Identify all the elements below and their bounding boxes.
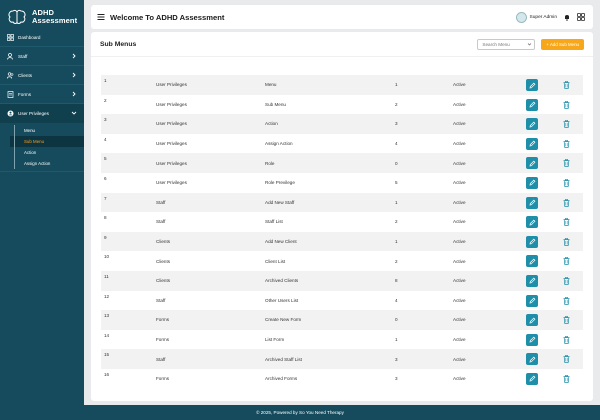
delete-button[interactable] (561, 99, 571, 111)
row-id: 9 (104, 234, 107, 240)
row-order: 1 (395, 199, 398, 205)
table-row (101, 193, 583, 213)
delete-button[interactable] (561, 118, 571, 130)
pencil-icon (529, 160, 536, 167)
trash-icon (563, 238, 570, 246)
pencil-icon (529, 375, 536, 382)
row-status: Active (453, 180, 466, 186)
row-status: Active (453, 297, 466, 303)
row-order: 5 (395, 180, 398, 186)
table-row (101, 95, 583, 115)
row-menu: Staff (156, 297, 166, 303)
row-menu: Forms (156, 337, 170, 343)
chevron-down-icon (71, 110, 77, 116)
row-sub-menu: Sub Menu (265, 101, 286, 107)
page-title: Welcome To ADHD Assessment (110, 12, 225, 22)
row-sub-menu: Client List (265, 258, 286, 264)
trash-icon (563, 199, 570, 207)
row-id: 8 (104, 215, 107, 221)
row-menu: User Privileges (156, 121, 187, 127)
table-row (101, 369, 583, 389)
sidebar-item-label: Clients (18, 72, 33, 78)
table-row (101, 291, 583, 311)
trash-icon (563, 101, 570, 109)
row-id: 12 (104, 293, 110, 299)
row-menu: Clients (156, 258, 171, 264)
row-menu: Forms (156, 376, 170, 382)
avatar (516, 12, 527, 23)
footer-text: © 2025, Powered by So You Need Therapy (256, 410, 344, 415)
row-id: 6 (104, 175, 107, 181)
sidebar-submenu (0, 123, 84, 172)
pencil-icon (529, 121, 536, 128)
row-order: 1 (395, 82, 398, 88)
chevron-right-icon (71, 72, 77, 78)
pencil-icon (529, 140, 536, 147)
sidebar-item-label: Forms (18, 91, 32, 97)
sidebar-subitem-sub-menu[interactable]: Sub Menu (10, 136, 84, 147)
edit-button[interactable] (526, 216, 538, 228)
row-order: 2 (395, 258, 398, 264)
row-sub-menu: Staff List (265, 219, 283, 225)
pencil-icon (529, 219, 536, 226)
sidebar-subitem-action[interactable]: Action (10, 147, 84, 158)
pencil-icon (529, 317, 536, 324)
trash-icon (563, 81, 570, 89)
trash-icon (563, 375, 570, 383)
row-status: Active (453, 337, 466, 343)
edit-button[interactable] (526, 79, 538, 91)
row-sub-menu: Role Previlege (265, 180, 295, 186)
row-status: Active (453, 239, 466, 245)
row-id: 15 (104, 352, 110, 358)
row-sub-menu: List Form (265, 337, 285, 343)
row-sub-menu: Add New Staff (265, 199, 295, 205)
row-status: Active (453, 278, 466, 284)
sub-menus-table (101, 75, 583, 389)
table-row (101, 310, 583, 330)
table-row (101, 212, 583, 232)
edit-button[interactable] (526, 177, 538, 189)
row-menu: Forms (156, 317, 170, 323)
delete-button[interactable] (561, 314, 571, 326)
sidebar-item-forms[interactable] (0, 85, 84, 104)
row-sub-menu: Create New Form (265, 317, 302, 323)
edit-button[interactable] (526, 353, 538, 365)
edit-button[interactable] (526, 275, 538, 287)
pencil-icon (529, 297, 536, 304)
delete-button[interactable] (561, 373, 571, 385)
delete-button[interactable] (561, 79, 571, 91)
pencil-icon (529, 101, 536, 108)
top-bar (91, 5, 593, 29)
sidebar-item-user-privileges[interactable] (0, 104, 84, 123)
trash-icon (563, 277, 570, 285)
row-status: Active (453, 356, 466, 362)
row-id: 7 (104, 195, 107, 201)
edit-button[interactable] (526, 236, 538, 248)
pencil-icon (529, 336, 536, 343)
chevron-right-icon (71, 91, 77, 97)
table-row (101, 251, 583, 271)
row-sub-menu: Assign Action (265, 141, 293, 147)
delete-button[interactable] (561, 236, 571, 248)
row-sub-menu: Action (265, 121, 278, 127)
row-id: 16 (104, 371, 110, 377)
row-order: 3 (395, 356, 398, 362)
row-order: 0 (395, 317, 398, 323)
table-row (101, 114, 583, 134)
row-id: 3 (104, 117, 107, 123)
trash-icon (563, 140, 570, 148)
delete-button[interactable] (561, 295, 571, 307)
delete-button[interactable] (561, 334, 571, 346)
row-menu: User Privileges (156, 82, 187, 88)
delete-button[interactable] (561, 353, 571, 365)
user-menu[interactable] (516, 12, 557, 23)
sidebar-item-label: User Privileges (18, 111, 49, 116)
delete-button[interactable] (561, 177, 571, 189)
row-status: Active (453, 219, 466, 225)
clients-icon (7, 72, 14, 79)
sidebar-item-dashboard[interactable] (0, 28, 84, 47)
edit-button[interactable] (526, 138, 538, 150)
add-sub-menu-button[interactable]: + Add Sub Menu (541, 39, 584, 50)
pencil-icon (529, 238, 536, 245)
row-menu: Staff (156, 356, 166, 362)
brand[interactable] (0, 0, 84, 28)
sub-menus-card (91, 32, 593, 401)
row-id: 14 (104, 332, 110, 338)
row-sub-menu: Archived Forms (265, 376, 298, 382)
row-order: 8 (395, 278, 398, 284)
delete-button[interactable] (561, 157, 571, 169)
row-sub-menu: Add New Client (265, 239, 297, 245)
row-menu: Clients (156, 278, 171, 284)
row-id: 1 (104, 78, 107, 83)
edit-button[interactable] (526, 373, 538, 385)
row-status: Active (453, 258, 466, 264)
edit-button[interactable] (526, 197, 538, 209)
trash-icon (563, 218, 570, 226)
forms-icon (7, 91, 14, 98)
table-row (101, 330, 583, 350)
trash-icon (563, 355, 570, 363)
row-order: 2 (395, 219, 398, 225)
trash-icon (563, 316, 570, 324)
sidebar-subitem-assign-action[interactable]: Assign Action (10, 158, 84, 169)
delete-button[interactable] (561, 197, 571, 209)
table-row (101, 173, 583, 193)
search-select[interactable] (477, 39, 535, 50)
pencil-icon (529, 356, 536, 363)
row-id: 4 (104, 136, 107, 142)
trash-icon (563, 257, 570, 265)
row-menu: User Privileges (156, 180, 187, 186)
sidebar-item-label: Staff (18, 53, 28, 59)
row-sub-menu: Other Users List (265, 297, 299, 303)
edit-button[interactable] (526, 334, 538, 346)
row-menu: User Privileges (156, 141, 187, 147)
pencil-icon (529, 258, 536, 265)
table-row (101, 232, 583, 252)
edit-button[interactable] (526, 314, 538, 326)
trash-icon (563, 179, 570, 187)
edit-button[interactable] (526, 157, 538, 169)
row-sub-menu: Menu (265, 82, 277, 88)
card-title: Sub Menus (100, 40, 137, 48)
trash-icon (563, 159, 570, 167)
sidebar-subitem-menu[interactable]: Menu (10, 125, 84, 136)
card-header (91, 32, 593, 57)
row-menu: Clients (156, 239, 171, 245)
table-row (101, 271, 583, 291)
row-sub-menu: Role (265, 160, 275, 166)
table-row (101, 349, 583, 369)
row-id: 2 (104, 97, 107, 103)
row-order: 1 (395, 239, 398, 245)
row-id: 5 (104, 156, 107, 162)
table-row (101, 134, 583, 154)
privileges-icon (7, 110, 14, 117)
delete-button[interactable] (561, 255, 571, 267)
user-name: Super Admin (529, 14, 557, 20)
table-row (101, 75, 583, 95)
table-row (101, 153, 583, 173)
edit-button[interactable] (526, 118, 538, 130)
edit-button[interactable] (526, 99, 538, 111)
top-bar-actions (516, 12, 593, 23)
row-menu: User Privileges (156, 101, 187, 107)
chevron-right-icon (71, 53, 77, 59)
delete-button[interactable] (561, 138, 571, 150)
edit-button[interactable] (526, 295, 538, 307)
apps-grid-icon[interactable] (577, 13, 585, 21)
row-menu: Staff (156, 219, 166, 225)
pencil-icon (529, 179, 536, 186)
row-status: Active (453, 121, 466, 127)
row-order: 4 (395, 297, 398, 303)
chevron-down-icon (527, 42, 532, 47)
row-order: 3 (395, 376, 398, 382)
row-menu: User Privileges (156, 160, 187, 166)
sidebar (0, 0, 84, 405)
row-status: Active (453, 101, 466, 107)
row-status: Active (453, 160, 466, 166)
trash-icon (563, 120, 570, 128)
trash-icon (563, 297, 570, 305)
hamburger-menu-icon[interactable] (97, 13, 105, 21)
edit-button[interactable] (526, 255, 538, 267)
sidebar-item-label: Dashboard (18, 34, 41, 40)
bell-icon[interactable] (563, 13, 571, 21)
pencil-icon (529, 199, 536, 206)
staff-icon (7, 53, 14, 60)
sidebar-nav (0, 28, 84, 172)
sidebar-item-clients[interactable] (0, 66, 84, 85)
row-order: 0 (395, 160, 398, 166)
pencil-icon (529, 82, 536, 89)
trash-icon (563, 336, 570, 344)
row-status: Active (453, 141, 466, 147)
sidebar-item-staff[interactable] (0, 47, 84, 66)
delete-button[interactable] (561, 216, 571, 228)
brand-name: ADHD Assessment (32, 8, 78, 25)
row-order: 4 (395, 141, 398, 147)
row-order: 1 (395, 337, 398, 343)
row-status: Active (453, 376, 466, 382)
pencil-icon (529, 277, 536, 284)
row-status: Active (453, 82, 466, 88)
row-order: 3 (395, 121, 398, 127)
row-menu: Staff (156, 199, 166, 205)
row-order: 2 (395, 101, 398, 107)
grid-icon (7, 34, 14, 41)
row-id: 11 (104, 273, 109, 279)
row-sub-menu: Archived Clients (265, 278, 299, 284)
brain-logo-icon (7, 9, 27, 25)
row-sub-menu: Archived Staff List (265, 356, 302, 362)
footer (0, 405, 600, 420)
row-status: Active (453, 317, 466, 323)
row-id: 13 (104, 313, 110, 319)
row-status: Active (453, 199, 466, 205)
row-id: 10 (104, 254, 110, 260)
delete-button[interactable] (561, 275, 571, 287)
